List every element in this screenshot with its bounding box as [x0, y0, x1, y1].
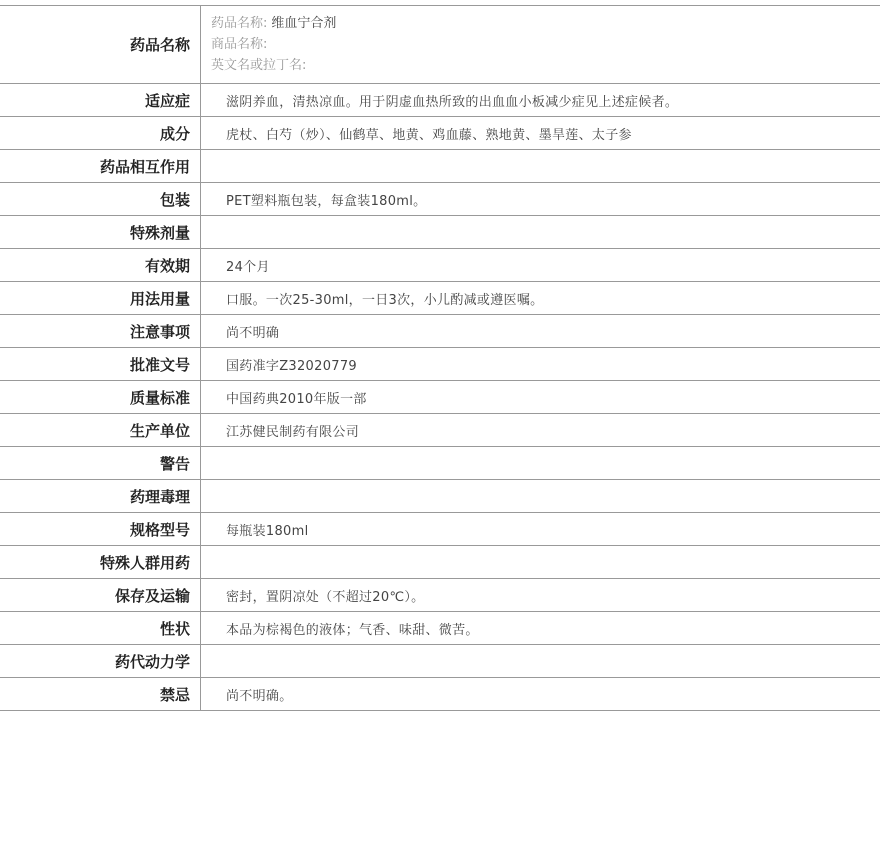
row-value: [201, 645, 880, 677]
generic-name-key: 药品名称:: [211, 16, 268, 31]
row-label: 警告: [0, 447, 201, 479]
drug-name-row: [0, 6, 880, 84]
table-row: [0, 183, 880, 216]
row-value: 每瓶装180ml: [226, 523, 309, 539]
row-value: 尚不明确: [226, 325, 280, 341]
table-row: [0, 447, 880, 480]
row-label: 药品相互作用: [0, 150, 201, 182]
table-row: [0, 414, 880, 447]
table-row: [0, 678, 880, 711]
row-value: [201, 480, 880, 512]
generic-name-line: [211, 13, 336, 34]
table-row: [0, 579, 880, 612]
generic-name-value: 维血宁合剂: [271, 16, 337, 31]
row-value: 中国药典2010年版一部: [226, 391, 367, 407]
row-value: 本品为棕褐色的液体；气香、味甜、微苦。: [226, 622, 479, 638]
table-row: [0, 546, 880, 579]
table-row: [0, 216, 880, 249]
table-row: [0, 612, 880, 645]
table-row: [0, 381, 880, 414]
row-value: 口服。一次25-30ml，一日3次，小儿酌减或遵医嘱。: [226, 292, 544, 308]
table-row: [0, 315, 880, 348]
table-row: [0, 249, 880, 282]
row-value: [201, 447, 880, 479]
row-value: 滋阴养血，清热凉血。用于阴虚血热所致的出血血小板减少症见上述症候者。: [226, 94, 679, 110]
row-value: 24个月: [226, 259, 270, 275]
table-row: [0, 282, 880, 315]
table-row: [0, 348, 880, 381]
drug-name-block: [201, 6, 336, 83]
table-row: [0, 645, 880, 678]
row-label: 特殊剂量: [0, 216, 201, 248]
row-label: 药品名称: [0, 6, 201, 83]
row-value: 虎杖、白芍（炒）、仙鹤草、地黄、鸡血藤、熟地黄、墨旱莲、太子参: [226, 127, 632, 143]
row-label: 药代动力学: [0, 645, 201, 677]
row-value: [201, 216, 880, 248]
english-name-key: 英文名或拉丁名:: [211, 58, 307, 73]
row-label: 适应症: [0, 84, 201, 116]
row-label: 注意事项: [0, 315, 201, 347]
row-label: 规格型号: [0, 513, 201, 545]
row-label: 生产单位: [0, 414, 201, 446]
table-row: [0, 84, 880, 117]
row-label: 质量标准: [0, 381, 201, 413]
table-row: [0, 513, 880, 546]
row-label: 性状: [0, 612, 201, 644]
table-row: [0, 480, 880, 513]
row-label: 药理毒理: [0, 480, 201, 512]
table-row: [0, 150, 880, 183]
drug-info-table: [0, 5, 880, 711]
row-value: 尚不明确。: [226, 688, 293, 704]
row-label: 用法用量: [0, 282, 201, 314]
table-row: [0, 117, 880, 150]
row-label: 保存及运输: [0, 579, 201, 611]
row-value: PET塑料瓶包装，每盒装180ml。: [226, 193, 427, 209]
row-label: 有效期: [0, 249, 201, 281]
row-label: 特殊人群用药: [0, 546, 201, 578]
row-value: 国药准字Z32020779: [226, 358, 357, 374]
row-value: 密封，置阴凉处（不超过20℃）。: [226, 589, 425, 605]
trade-name-key: 商品名称:: [211, 37, 268, 52]
trade-name-line: [211, 34, 336, 55]
row-value: 江苏健民制药有限公司: [226, 424, 360, 440]
row-label: 批准文号: [0, 348, 201, 380]
english-name-line: [211, 55, 336, 76]
row-value: [201, 150, 880, 182]
row-label: 成分: [0, 117, 201, 149]
row-value: [201, 546, 880, 578]
row-label: 禁忌: [0, 678, 201, 710]
row-label: 包装: [0, 183, 201, 215]
